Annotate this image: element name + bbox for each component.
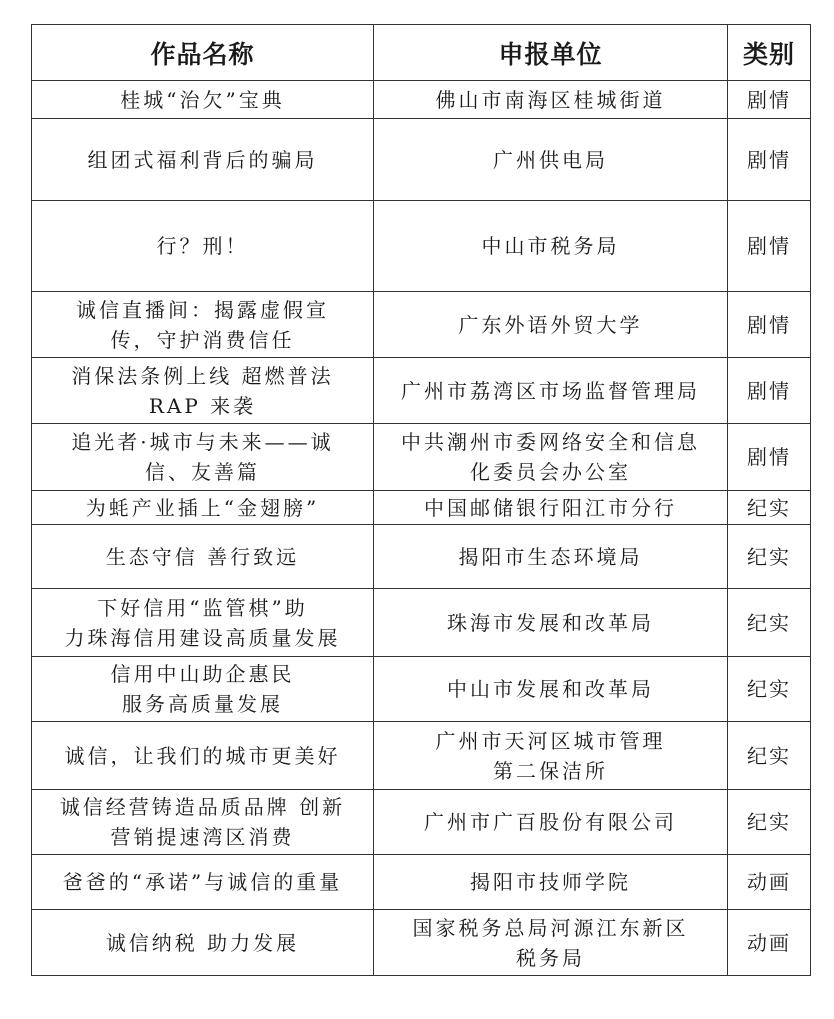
table-row (32, 81, 811, 119)
category-cell: 纪实 (728, 790, 811, 855)
applicant-unit-cell (374, 491, 728, 525)
applicant-unit-cell-line: 广州市广百股份有限公司 (424, 810, 677, 834)
applicant-unit-cell-line: 广州市天河区城市管理 (435, 728, 666, 753)
work-name-cell (32, 358, 374, 424)
table-row (32, 358, 811, 424)
work-name-cell (32, 722, 374, 790)
table-row (32, 201, 811, 292)
applicant-unit-cell (374, 81, 728, 119)
work-name-cell (32, 525, 374, 589)
category-cell: 纪实 (728, 657, 811, 722)
table-body (32, 81, 811, 976)
work-name-cell-line: 传，守护消费信任 (110, 327, 295, 352)
applicant-unit-cell-line: 揭阳市技师学院 (470, 870, 631, 894)
applicant-unit-cell-line: 国家税务总局河源江东新区 (412, 915, 689, 940)
table-row (32, 790, 811, 855)
work-name-cell (32, 790, 374, 855)
work-name-cell-line: RAP 来袭 (148, 393, 257, 418)
applicant-unit-cell (374, 201, 728, 292)
category-cell: 动画 (728, 855, 811, 910)
applicant-unit-cell (374, 589, 728, 657)
applicant-unit-cell-line: 广州市荔湾区市场监督管理局 (401, 378, 700, 403)
applicant-unit-cell-line: 揭阳市生态环境局 (458, 544, 643, 569)
work-name-cell-line: 信、友善篇 (145, 460, 260, 484)
applicant-unit-cell-line: 第二保洁所 (493, 758, 608, 783)
category-cell: 剧情 (728, 81, 811, 119)
works-table (31, 24, 811, 976)
work-name-cell (32, 424, 374, 491)
header-work-name: 作品名称 (32, 25, 374, 81)
applicant-unit-cell-line: 珠海市发展和改革局 (447, 610, 654, 635)
work-name-cell-line: 诚信直播间：揭露虚假宣 (76, 297, 329, 322)
work-name-cell-line: 诚信，让我们的城市更美好 (64, 743, 341, 768)
work-name-cell (32, 81, 374, 119)
category-cell: 剧情 (728, 292, 811, 358)
applicant-unit-cell-line: 广州供电局 (493, 147, 608, 172)
table-row (32, 910, 811, 976)
work-name-cell-line: 生态守信 善行致远 (105, 544, 300, 569)
work-name-cell-line: 消保法条例上线 超燃普法 (71, 363, 334, 388)
table-row (32, 855, 811, 910)
applicant-unit-cell (374, 722, 728, 790)
work-name-cell (32, 855, 374, 910)
work-name-cell (32, 910, 374, 976)
applicant-unit-cell-line: 中山市税务局 (481, 234, 620, 258)
work-name-cell-line: 营销提速湾区消费 (110, 825, 295, 849)
applicant-unit-cell (374, 790, 728, 855)
applicant-unit-cell (374, 657, 728, 722)
applicant-unit-cell (374, 855, 728, 910)
applicant-unit-cell (374, 910, 728, 976)
applicant-unit-cell (374, 525, 728, 589)
table-row (32, 525, 811, 589)
table-row (32, 491, 811, 525)
applicant-unit-cell (374, 119, 728, 201)
work-name-cell (32, 292, 374, 358)
work-name-cell-line: 为蚝产业插上“金翅膀” (85, 495, 320, 520)
category-cell: 纪实 (728, 589, 811, 657)
table-row (32, 292, 811, 358)
work-name-cell-line: 爸爸的“承诺”与诚信的重量 (62, 870, 343, 894)
header-category: 类别 (728, 25, 811, 81)
work-name-cell-line: 信用中山助企惠民 (110, 662, 295, 686)
table-row (32, 722, 811, 790)
work-name-cell-line: 组团式福利背后的骗局 (87, 147, 318, 172)
table-header-row (32, 25, 811, 81)
header-applicant-unit: 申报单位 (374, 25, 728, 81)
category-cell: 纪实 (728, 722, 811, 790)
applicant-unit-cell-line: 佛山市南海区桂城街道 (435, 87, 666, 112)
table-row (32, 424, 811, 491)
work-name-cell-line: 力珠海信用建设高质量发展 (64, 625, 341, 650)
work-name-cell (32, 657, 374, 722)
table-row (32, 119, 811, 201)
work-name-cell (32, 589, 374, 657)
applicant-unit-cell (374, 292, 728, 358)
category-cell: 动画 (728, 910, 811, 976)
applicant-unit-cell-line: 中共潮州市委网络安全和信息 (401, 430, 700, 454)
work-name-cell (32, 201, 374, 292)
category-cell: 纪实 (728, 525, 811, 589)
applicant-unit-cell (374, 424, 728, 491)
category-cell: 剧情 (728, 201, 811, 292)
work-name-cell-line: 桂城“治欠”宝典 (120, 87, 285, 112)
category-cell: 剧情 (728, 424, 811, 491)
work-name-cell-line: 服务高质量发展 (122, 692, 283, 716)
work-name-cell-line: 行？刑！ (156, 234, 249, 258)
applicant-unit-cell-line: 广东外语外贸大学 (458, 312, 643, 337)
applicant-unit-cell-line: 化委员会办公室 (470, 460, 631, 484)
applicant-unit-cell-line: 中国邮储银行阳江市分行 (424, 495, 677, 520)
work-name-cell-line: 诚信经营铸造品质品牌 创新 (59, 795, 346, 819)
work-name-cell (32, 119, 374, 201)
category-cell: 剧情 (728, 358, 811, 424)
work-name-cell-line: 下好信用“监管棋”助 (97, 595, 308, 620)
work-name-cell-line: 诚信纳税 助力发展 (105, 930, 300, 955)
applicant-unit-cell (374, 358, 728, 424)
work-name-cell-line: 追光者·城市与未来——诚 (71, 430, 334, 454)
works-table-container (31, 24, 810, 976)
category-cell: 剧情 (728, 119, 811, 201)
table-row (32, 589, 811, 657)
applicant-unit-cell-line: 中山市发展和改革局 (447, 677, 654, 701)
table-row (32, 657, 811, 722)
work-name-cell (32, 491, 374, 525)
category-cell: 纪实 (728, 491, 811, 525)
applicant-unit-cell-line: 税务局 (516, 945, 585, 970)
